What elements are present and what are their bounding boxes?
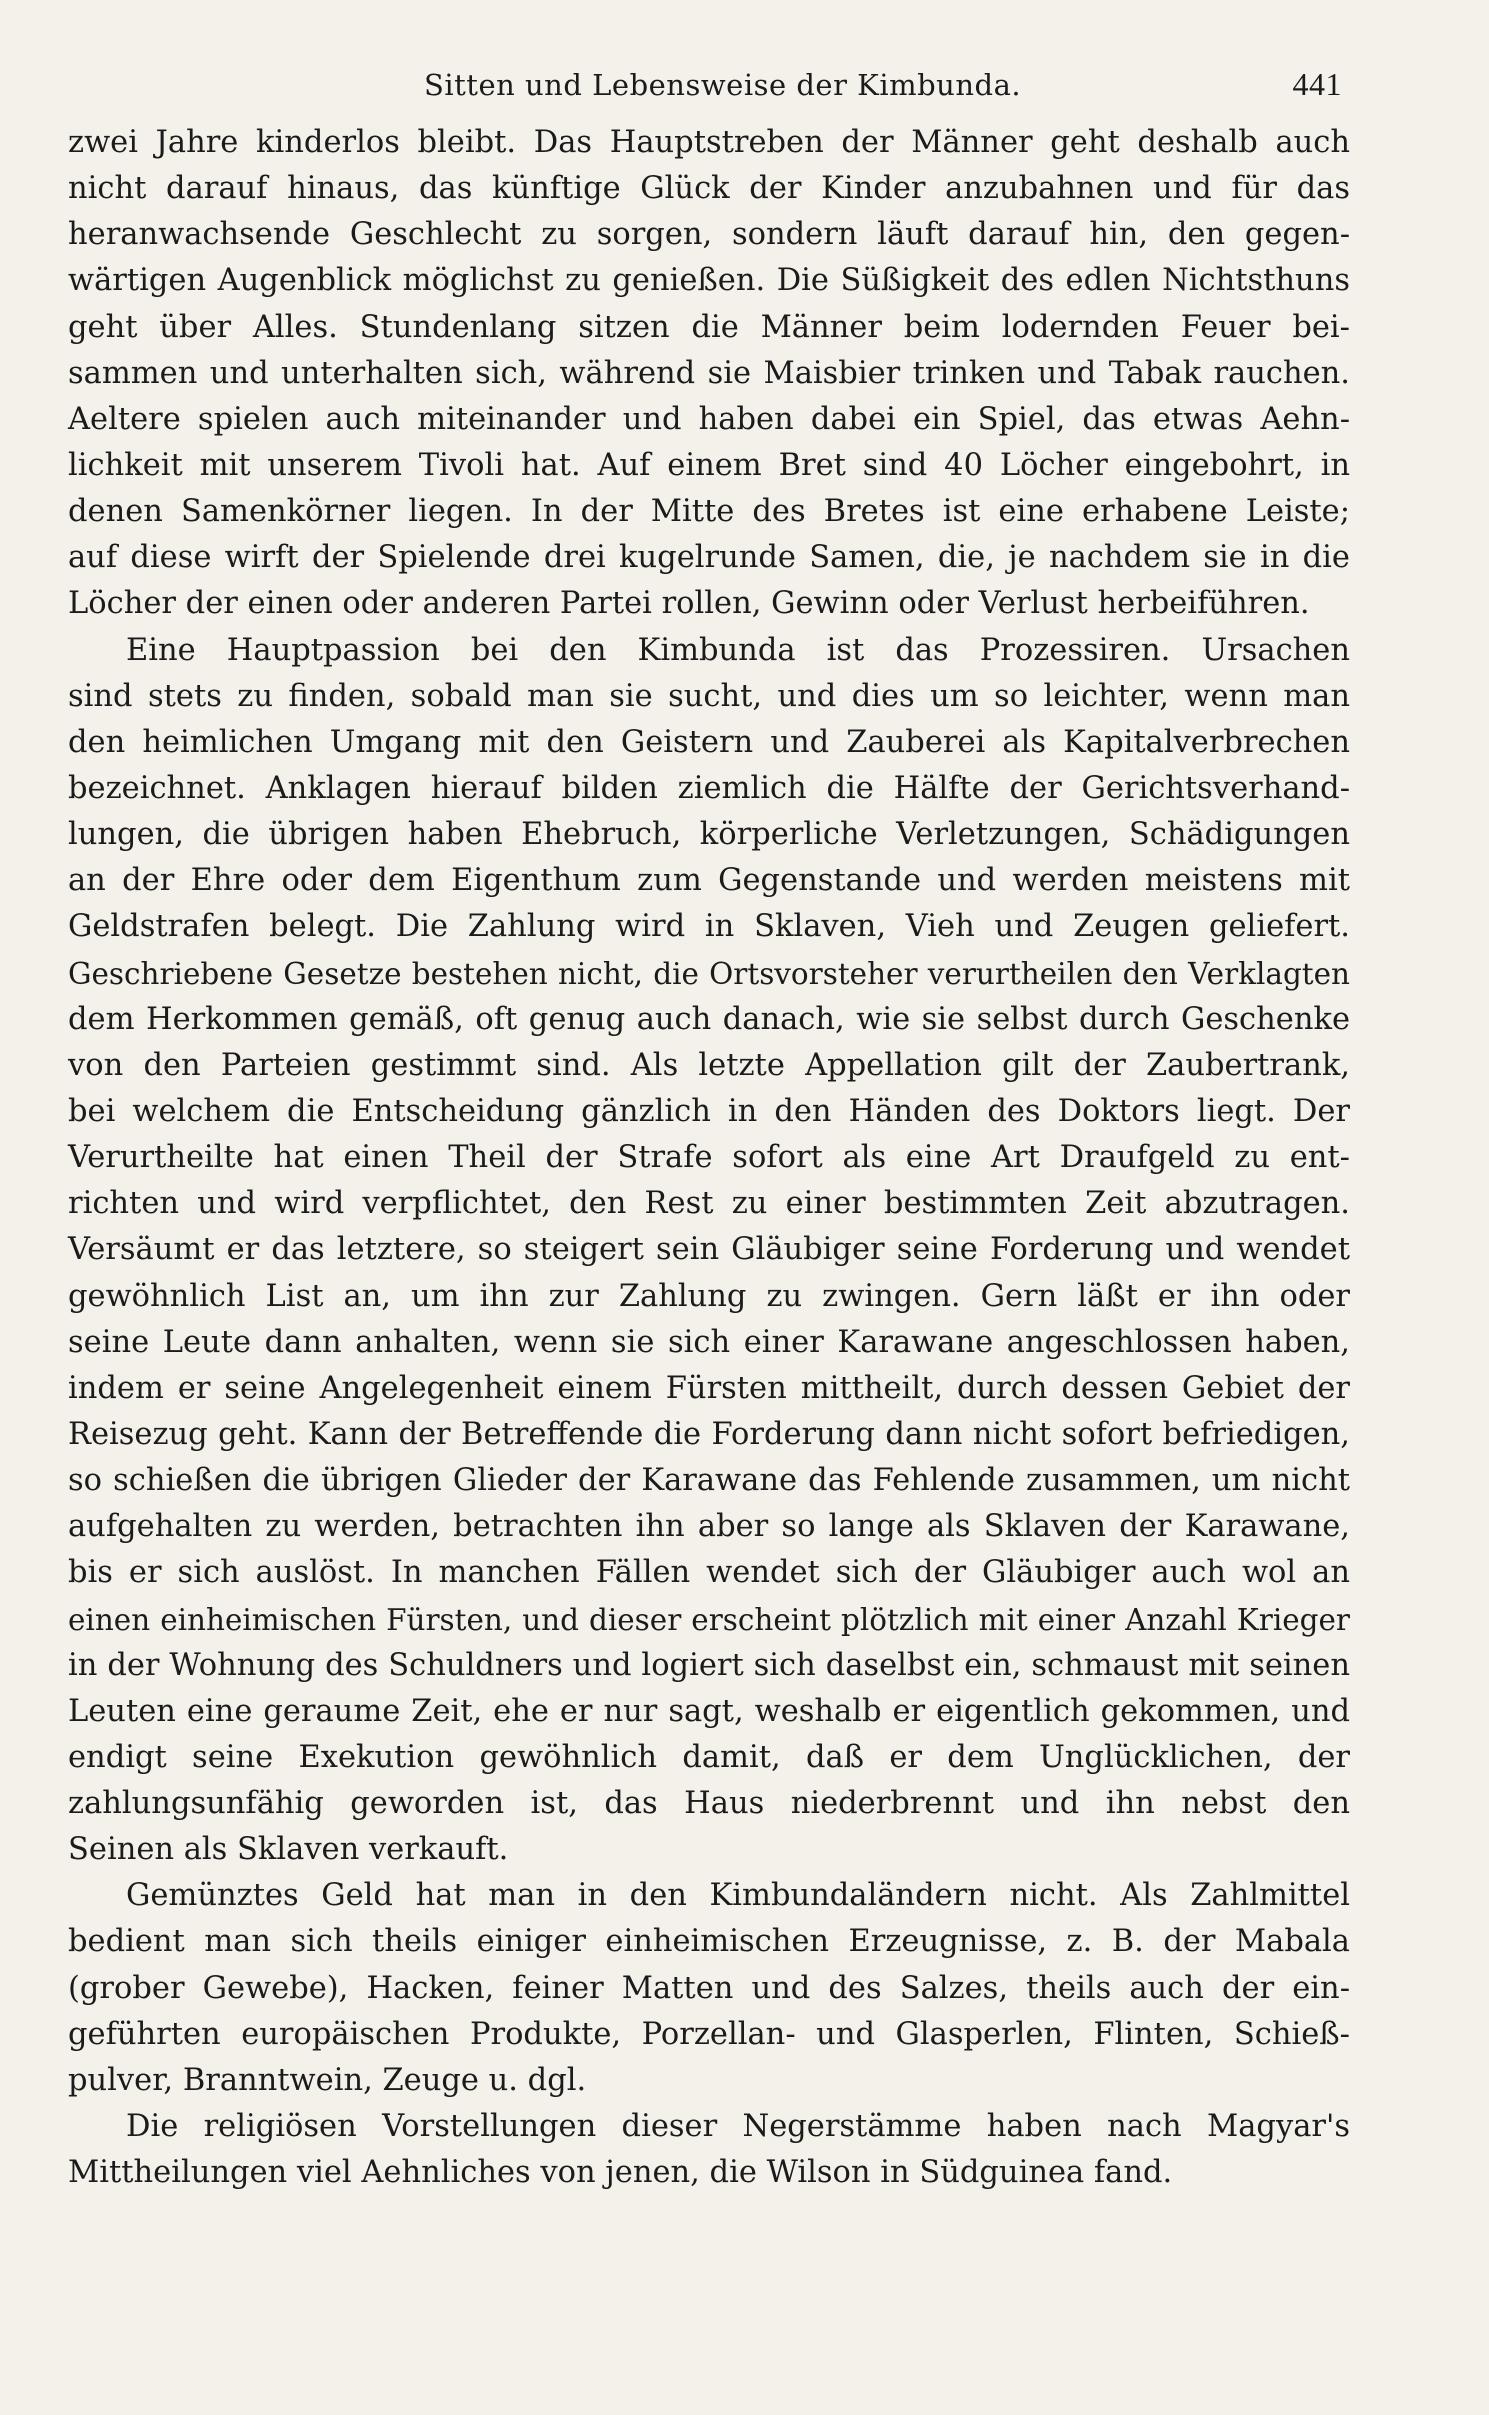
text-line: bei welchem die Entscheidung gänzlich in den Händen des Doktors liegt. Der (68, 1093, 1350, 1129)
text-line: seine Leute dann anhalten, wenn sie sich einer Karawane angeschlossen haben, (68, 1324, 1350, 1360)
text-line: sind stets zu finden, sobald man sie sucht, und dies um so leichter, wenn man (68, 678, 1350, 714)
text-line: geführten europäischen Produkte, Porzellan- und Glasperlen, Flinten, Schieß- (68, 2016, 1350, 2052)
text-line: Versäumt er das letztere, so steigert sein Gläubiger seine Forderung und wendet (68, 1232, 1350, 1268)
text-line: dem Herkommen gemäß, oft genug auch danach, wie sie selbst durch Geschenke (68, 1001, 1350, 1037)
text-line: Seinen als Sklaven verkauft. (68, 1832, 509, 1868)
body-text (68, 120, 1350, 2196)
text-line: zwei Jahre kinderlos bleibt. Das Hauptstreben der Männer geht deshalb auch (68, 125, 1350, 160)
text-line: an der Ehre oder dem Eigenthum zum Gegenstande und werden meistens mit (68, 863, 1350, 899)
text-line: Die religiösen Vorstellungen dieser Negerstämme haben nach Magyar's (126, 2109, 1350, 2145)
text-line: bis er sich auslöst. In manchen Fällen wendet sich der Gläubiger auch wol an (68, 1555, 1350, 1591)
text-line: gewöhnlich List an, um ihn zur Zahlung zu zwingen. Gern läßt er ihn oder (68, 1278, 1350, 1314)
page-header (68, 62, 1350, 120)
text-line: geht über Alles. Stundenlang sitzen die Männer beim lodernden Feuer bei- (68, 309, 1350, 345)
text-line: den heimlichen Umgang mit den Geistern und Zauberei als Kapitalverbrechen (68, 724, 1350, 760)
text-line: endigt seine Exekution gewöhnlich damit, daß er dem Unglücklichen, der (68, 1739, 1350, 1775)
text-line: nicht darauf hinaus, das künftige Glück der Kinder anzubahnen und für das (68, 171, 1350, 207)
text-line: Geldstrafen belegt. Die Zahlung wird in Sklaven, Vieh und Zeugen geliefert. (68, 909, 1350, 945)
text-line: Verurtheilte hat einen Theil der Strafe sofort als eine Art Draufgeld zu ent- (68, 1140, 1350, 1176)
text-line: lichkeit mit unserem Tivoli hat. Auf einem Bret sind 40 Löcher eingebohrt, in (68, 447, 1350, 483)
text-line: aufgehalten zu werden, betrachten ihn aber so lange als Sklaven der Karawane, (68, 1509, 1350, 1545)
text-line: in der Wohnung des Schuldners und logiert sich daselbst ein, schmaust mit seinen (68, 1647, 1350, 1683)
text-line: auf diese wirft der Spielende drei kugelrunde Samen, die, je nachdem sie in die (68, 540, 1350, 576)
text-line: bezeichnet. Anklagen hierauf bilden ziemlich die Hälfte der Gerichtsverhand- (68, 770, 1350, 806)
text-line: Eine Hauptpassion bei den Kimbunda ist das Prozessiren. Ursachen (126, 632, 1350, 668)
text-line: heranwachsende Geschlecht zu sorgen, sondern läuft darauf hin, den gegen- (68, 217, 1350, 253)
text-line: Reisezug geht. Kann der Betreffende die Forderung dann nicht sofort befriedigen, (68, 1416, 1350, 1452)
text-line: bedient man sich theils einiger einheimischen Erzeugnisse, z. B. der Mabala (68, 1924, 1350, 1960)
text-line: (grober Gewebe), Hacken, feiner Matten und des Salzes, theils auch der ein- (68, 1970, 1350, 2006)
paragraph (68, 120, 1350, 628)
text-line: Geschriebene Gesetze bestehen nicht, die Ortsvorsteher verurtheilen den Verklagten (68, 956, 1350, 991)
text-line: richten und wird verpflichtet, den Rest zu einer bestimmten Zeit abzutragen. (68, 1186, 1350, 1222)
running-title: Sitten und Lebensweise der Kimbunda. (424, 68, 1022, 102)
text-line: sammen und unterhalten sich, während sie Maisbier trinken und Tabak rauchen. (68, 355, 1350, 391)
text-line: Mittheilungen viel Aehnliches von jenen, die Wilson in Südguinea fand. (68, 2155, 1173, 2191)
text-line: einen einheimischen Fürsten, und dieser erscheint plötzlich mit einer Anzahl Krieger (68, 1602, 1350, 1637)
text-line: indem er seine Angelegenheit einem Fürsten mittheilt, durch dessen Gebiet der (68, 1370, 1350, 1406)
text-line: von den Parteien gestimmt sind. Als letzte Appellation gilt der Zaubertrank, (68, 1047, 1350, 1083)
book-page (68, 62, 1350, 2196)
text-line: denen Samenkörner liegen. In der Mitte des Bretes ist eine erhabene Leiste; (68, 494, 1350, 530)
text-line: zahlungsunfähig geworden ist, das Haus niederbrennt und ihn nebst den (68, 1786, 1350, 1822)
paragraph (68, 628, 1350, 1874)
text-line: pulver, Branntwein, Zeuge u. dgl. (68, 2062, 587, 2098)
text-line: Leuten eine geraume Zeit, ehe er nur sagt, weshalb er eigentlich gekommen, und (68, 1693, 1350, 1729)
text-line: Aeltere spielen auch miteinander und haben dabei ein Spiel, das etwas Aehn- (68, 401, 1350, 437)
paragraph (68, 2104, 1350, 2196)
text-line: wärtigen Augenblick möglichst zu genießen. Die Süßigkeit des edlen Nichtsthuns (68, 263, 1350, 299)
text-line: so schießen die übrigen Glieder der Karawane das Fehlende zusammen, um nicht (68, 1463, 1350, 1499)
text-line: Gemünztes Geld hat man in den Kimbundaländern nicht. Als Zahlmittel (126, 1878, 1350, 1914)
text-line: Löcher der einen oder anderen Partei rollen, Gewinn oder Verlust herbeiführen. (68, 586, 1310, 622)
paragraph (68, 1873, 1350, 2104)
text-line: lungen, die übrigen haben Ehebruch, körperliche Verletzungen, Schädigungen (68, 817, 1350, 853)
page-number: 441 (1292, 66, 1342, 102)
